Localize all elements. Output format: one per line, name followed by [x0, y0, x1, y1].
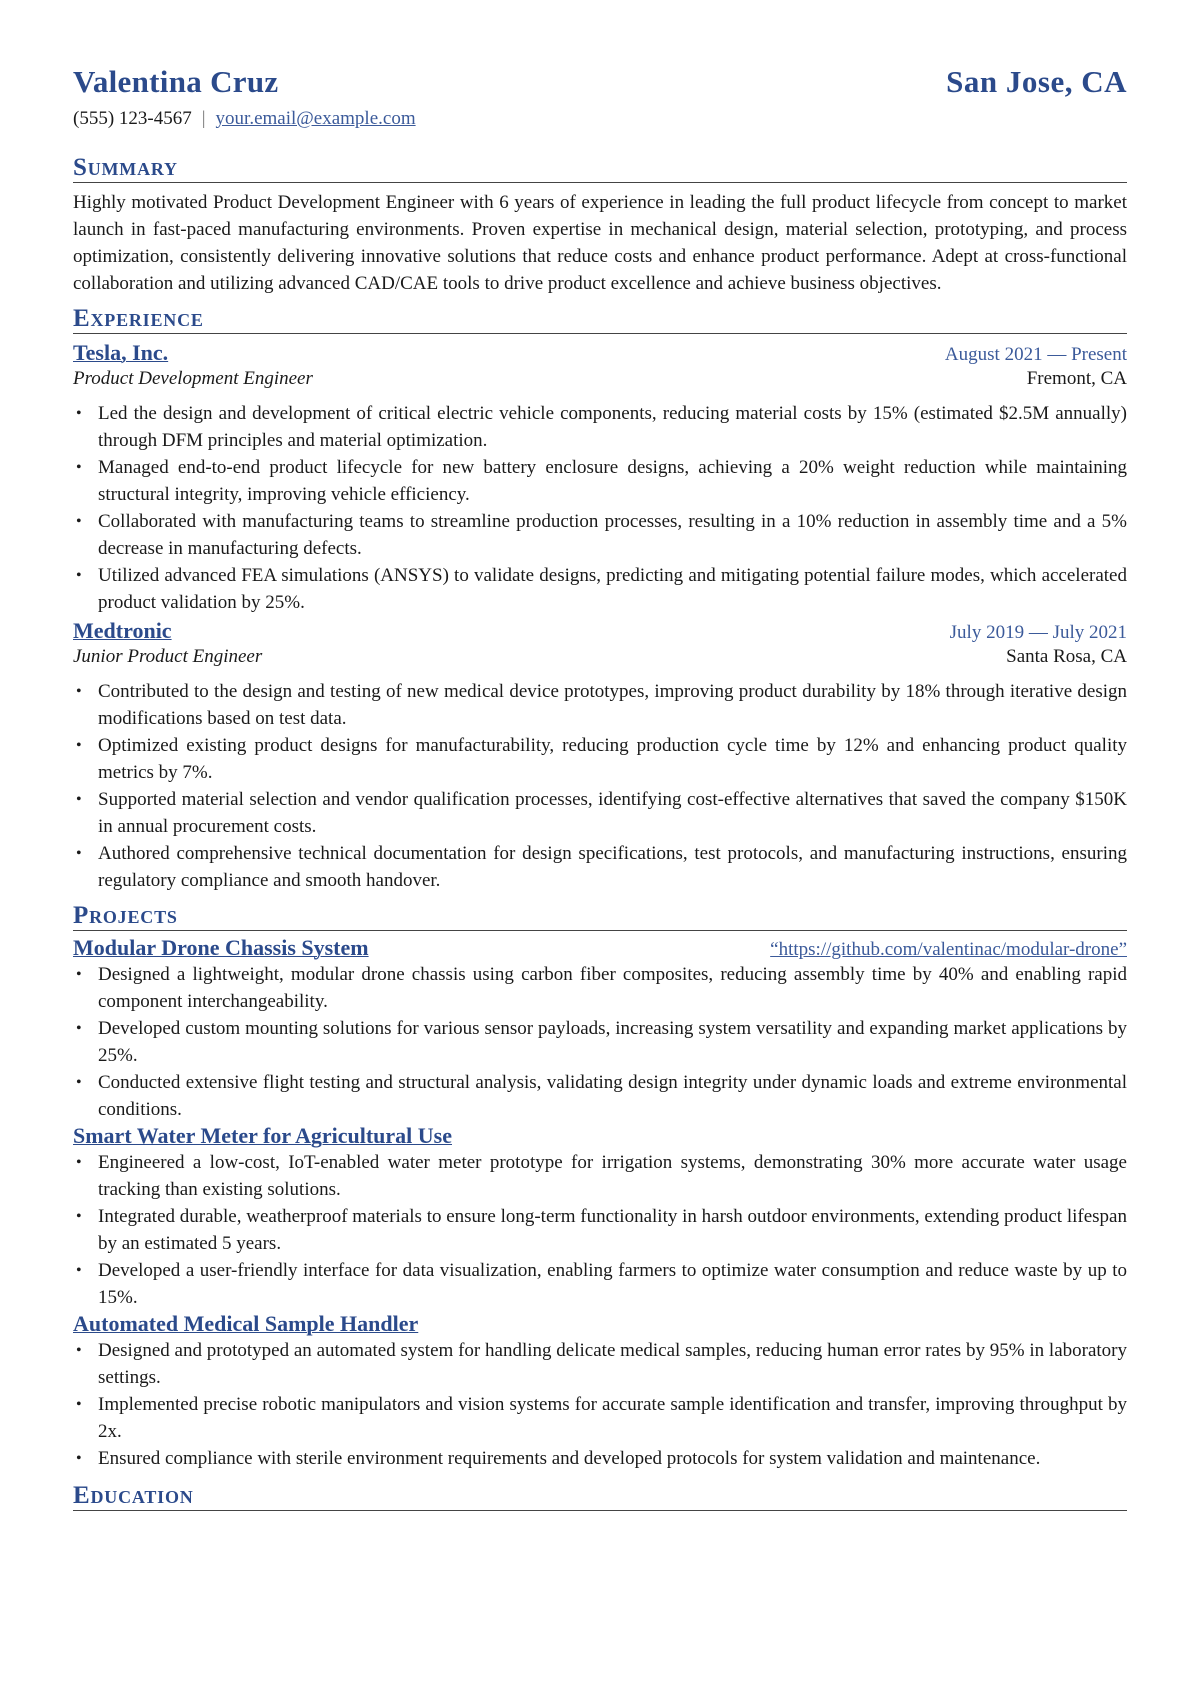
job-location: Fremont, CA: [1026, 368, 1127, 389]
entry-header: [73, 618, 1127, 644]
list-item: • Led the design and development of critical electric vehicle components, reducing material costs by 15% (estimated $2.5M annually) through DFM principles and material optimization.: [73, 400, 1127, 454]
list-item: • Ensured compliance with sterile environment requirements and developed protocols for system validation and maintenance.: [73, 1445, 1127, 1472]
project-title-link[interactable]: Automated Medical Sample Handler: [73, 1311, 419, 1336]
candidate-name: Valentina Cruz: [73, 64, 279, 99]
job-title: Junior Product Engineer: [73, 646, 263, 667]
company-link[interactable]: Tesla, Inc.: [73, 340, 169, 365]
company-link[interactable]: Medtronic: [73, 618, 172, 643]
list-item: • Supported material selection and vendor qualification processes, identifying cost-effective alternatives that saved the company $150K in annual procurement costs.: [73, 786, 1127, 840]
project-entry: [73, 1311, 1127, 1472]
list-item: • Designed and prototyped an automated system for handling delicate medical samples, reducing human error rates by 95% in laboratory settings.: [73, 1337, 1127, 1391]
list-item: • Integrated durable, weatherproof materials to ensure long-term functionality in harsh outdoor environments, extending product lifespan by an estimated 5 years.: [73, 1203, 1127, 1257]
list-item: • Collaborated with manufacturing teams to streamline production processes, resulting in a 10% reduction in assembly time and a 5% decrease in manufacturing defects.: [73, 508, 1127, 562]
bullet-list: [73, 400, 1127, 616]
contact-separator: |: [201, 108, 206, 129]
project-title-link[interactable]: Smart Water Meter for Agricultural Use: [73, 1123, 452, 1148]
entry-subheader: [73, 368, 1127, 390]
section-title-experience: Experience: [73, 305, 1127, 334]
entry-header: [73, 340, 1127, 366]
project-entry: [73, 935, 1127, 1123]
list-item: • Contributed to the design and testing of new medical device prototypes, improving product durability by 18% through iterative design modifications based on test data.: [73, 678, 1127, 732]
list-item: • Engineered a low-cost, IoT-enabled water meter prototype for irrigation systems, demonstrating 30% more accurate water usage tracking than existing solutions.: [73, 1149, 1127, 1203]
contact-line: [73, 108, 1127, 130]
job-location: Santa Rosa, CA: [1006, 646, 1127, 667]
resume-header: [73, 64, 1127, 100]
section-title-projects: Projects: [73, 902, 1127, 931]
project-entry: [73, 1123, 1127, 1311]
list-item: • Developed a user-friendly interface for data visualization, enabling farmers to optimize water consumption and reduce waste by up to 15%.: [73, 1257, 1127, 1311]
resume-page: [73, 0, 1127, 1511]
experience-entry: [73, 340, 1127, 616]
job-title: Product Development Engineer: [73, 368, 313, 389]
project-header: [73, 935, 1127, 961]
entry-subheader: [73, 646, 1127, 668]
project-header: [73, 1311, 1127, 1337]
section-title-summary: Summary: [73, 154, 1127, 183]
project-repo-link[interactable]: “https://github.com/valentinac/modular-drone”: [770, 939, 1127, 960]
list-item: • Utilized advanced FEA simulations (ANSYS) to validate designs, predicting and mitigating potential failure modes, which accelerated product validation by 25%.: [73, 562, 1127, 616]
candidate-location: San Jose, CA: [946, 64, 1127, 99]
email-link[interactable]: your.email@example.com: [215, 108, 416, 129]
experience-entry: [73, 618, 1127, 894]
project-header: [73, 1123, 1127, 1149]
project-title-link[interactable]: Modular Drone Chassis System: [73, 935, 369, 960]
employment-dates: August 2021 — Present: [944, 344, 1127, 365]
bullet-list: [73, 1149, 1127, 1311]
bullet-list: [73, 961, 1127, 1123]
bullet-list: [73, 678, 1127, 894]
section-title-education: Education: [73, 1482, 1127, 1511]
employment-dates: July 2019 — July 2021: [949, 622, 1127, 643]
list-item: • Conducted extensive flight testing and structural analysis, validating design integrity under dynamic loads and extreme environmental conditions.: [73, 1069, 1127, 1123]
list-item: • Designed a lightweight, modular drone chassis using carbon fiber composites, reducing assembly time by 40% and enabling rapid component interchangeability.: [73, 961, 1127, 1015]
list-item: • Managed end-to-end product lifecycle for new battery enclosure designs, achieving a 20% weight reduction while maintaining structural integrity, improving vehicle efficiency.: [73, 454, 1127, 508]
bullet-list: [73, 1337, 1127, 1472]
list-item: • Implemented precise robotic manipulators and vision systems for accurate sample identification and transfer, improving throughput by 2x.: [73, 1391, 1127, 1445]
summary-text: Highly motivated Product Development Engineer with 6 years of experience in leading the full product lifecycle from concept to market launch in fast-paced manufacturing environments. Proven expertise in mechanical design, material selection, prototyping, and process optimization, consistently delivering innovative solutions that reduce costs and enhance product performance. Adept at cross-functional collaboration and utilizing advanced CAD/CAE tools to drive product excellence and achieve business objectives.: [73, 192, 1127, 294]
phone-number: (555) 123-4567: [73, 108, 192, 129]
list-item: • Developed custom mounting solutions for various sensor payloads, increasing system versatility and expanding market applications by 25%.: [73, 1015, 1127, 1069]
list-item: • Optimized existing product designs for manufacturability, reducing production cycle time by 12% and enhancing product quality metrics by 7%.: [73, 732, 1127, 786]
list-item: • Authored comprehensive technical documentation for design specifications, test protocols, and manufacturing instructions, ensuring regulatory compliance and smooth handover.: [73, 840, 1127, 894]
